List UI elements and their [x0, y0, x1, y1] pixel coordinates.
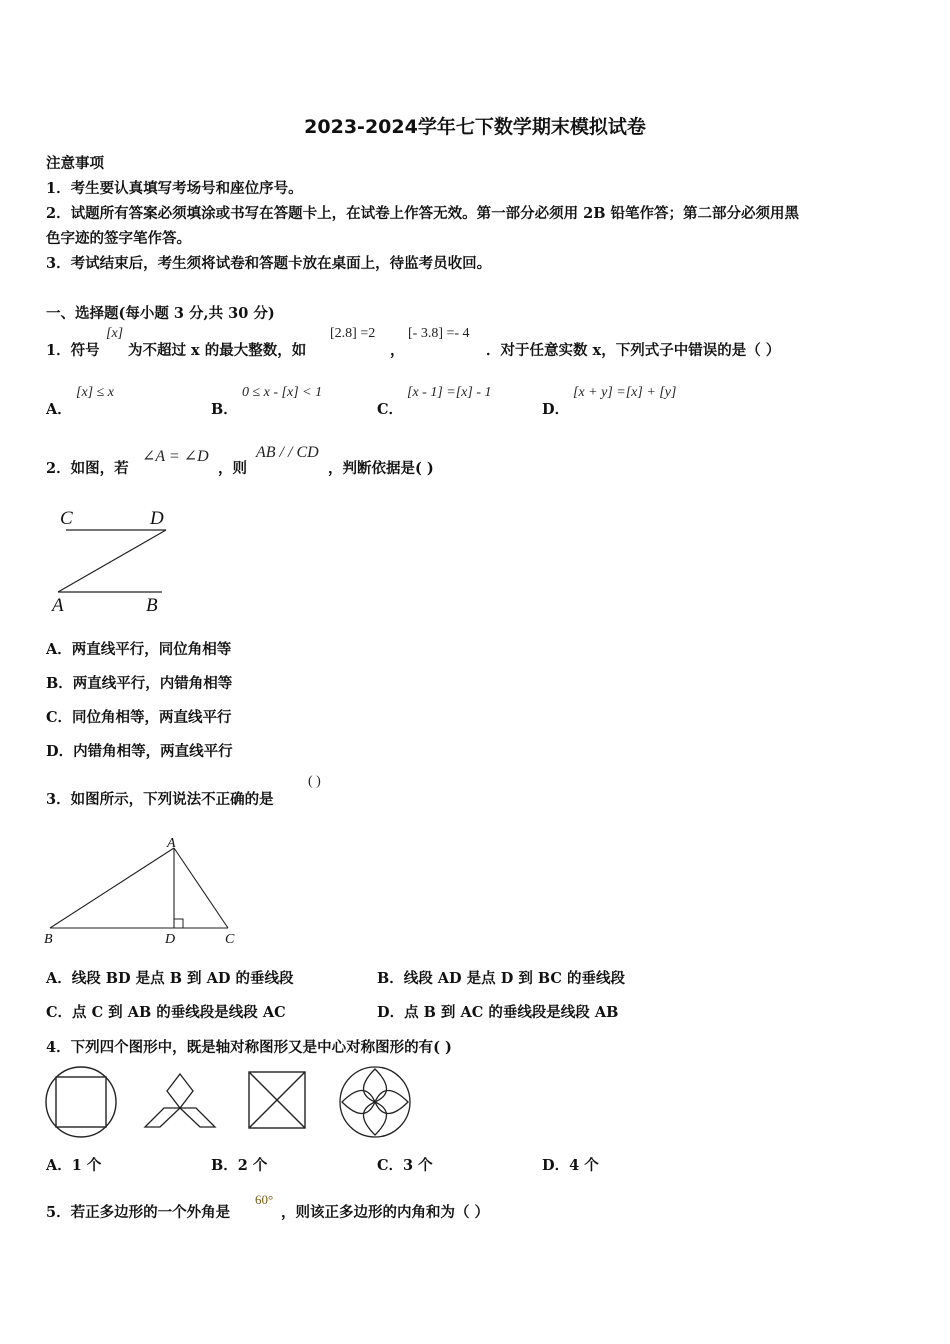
q4-text: 4．下列四个图形中，既是轴对称图形又是中心对称图形的有( ) — [46, 1039, 452, 1056]
q4-option-c[interactable]: C．3 个 — [377, 1157, 433, 1174]
q2-number: 2．如图，若 — [46, 460, 129, 477]
q3-label-b: B — [44, 932, 53, 947]
q4-figure-square-diagonals — [249, 1072, 305, 1128]
q2-text-mid: ，则 — [218, 460, 247, 477]
q1-option-a-label[interactable]: A． — [46, 401, 72, 418]
q1-option-a-math: [x] ≤ x — [76, 385, 115, 400]
q1-option-c-math: [x - 1] =[x] - 1 — [407, 385, 492, 400]
q4-figure-three-rhombi — [145, 1074, 215, 1127]
q3-label-a: A — [167, 836, 176, 851]
notice-item-3: 3．考试结束后，考生须将试卷和答题卡放在桌面上，待监考员收回。 — [46, 255, 492, 272]
q2-text-end: ，判断依据是( ) — [328, 460, 434, 477]
q2-option-c[interactable]: C．同位角相等，两直线平行 — [46, 709, 232, 726]
q2-label-a: A — [52, 595, 64, 616]
q3-option-a[interactable]: A．线段 BD 是点 B 到 AD 的垂线段 — [46, 970, 294, 987]
q2-option-a[interactable]: A．两直线平行，同位角相等 — [46, 641, 232, 658]
q1-option-c-label[interactable]: C． — [377, 401, 404, 418]
q3-paren: ( ) — [308, 774, 321, 789]
q3-option-b[interactable]: B．线段 AD 是点 D 到 BC 的垂线段 — [377, 970, 626, 987]
q2-figure — [46, 502, 186, 617]
q2-label-b: B — [146, 595, 158, 616]
q1-comma: ， — [390, 342, 405, 359]
q1-text-end: ．对于任意实数 x，下列式子中错误的是（ ） — [486, 342, 781, 359]
q1-option-b-math: 0 ≤ x - [x] < 1 — [242, 385, 323, 400]
section-heading: 一、选择题(每小题 3 分,共 30 分) — [46, 305, 275, 322]
q2-label-c: C — [60, 508, 73, 529]
q1-number: 1．符号 — [46, 342, 100, 359]
q1-math-symbol: [x] — [106, 326, 124, 341]
q3-label-c: C — [225, 932, 235, 947]
q4-option-d[interactable]: D．4 个 — [542, 1157, 599, 1174]
q5-math-angle: 60° — [255, 1192, 274, 1207]
q1-option-d-label[interactable]: D． — [542, 401, 570, 418]
q5-text-end: ，则该正多边形的内角和为（ ） — [281, 1204, 490, 1221]
q4-figure-circle-square — [46, 1067, 116, 1137]
q5-text-start: 5．若正多边形的一个外角是 — [46, 1204, 231, 1221]
q3-text: 3．如图所示，下列说法不正确的是 — [46, 791, 274, 808]
q2-option-d[interactable]: D．内错角相等，两直线平行 — [46, 743, 233, 760]
q1-text-mid: 为不超过 x 的最大整数，如 — [128, 342, 307, 359]
q4-option-b[interactable]: B．2 个 — [211, 1157, 268, 1174]
q2-math-angles: ∠A = ∠D — [142, 448, 209, 465]
q1-example-2: [- 3.8] =- 4 — [408, 326, 470, 341]
q2-math-parallel: AB / / CD — [256, 444, 319, 461]
q3-label-d: D — [165, 932, 176, 947]
notice-item-2-line-2: 色字迹的签字笔作答。 — [46, 230, 191, 247]
q3-option-d[interactable]: D．点 B 到 AC 的垂线段是线段 AB — [377, 1004, 619, 1021]
notice-heading: 注意事项 — [46, 155, 104, 172]
q1-option-d-math: [x + y] =[x] + [y] — [573, 385, 677, 400]
q4-figure-circle-petals — [340, 1067, 410, 1137]
page-title: 2023-2024学年七下数学期末模拟试卷 — [304, 116, 646, 138]
q1-option-b-label[interactable]: B． — [211, 401, 238, 418]
notice-item-1: 1．考生要认真填写考场号和座位序号。 — [46, 180, 303, 197]
q2-option-b[interactable]: B．两直线平行，内错角相等 — [46, 675, 233, 692]
q3-option-c[interactable]: C．点 C 到 AB 的垂线段是线段 AC — [46, 1004, 286, 1021]
q4-figures — [40, 1064, 430, 1144]
q2-label-d: D — [150, 508, 164, 529]
q3-figure — [40, 832, 250, 950]
q4-option-a[interactable]: A．1 个 — [46, 1157, 102, 1174]
q1-example-1: [2.8] =2 — [330, 326, 376, 341]
notice-item-2-line-1: 2．试题所有答案必须填涂或书写在答题卡上，在试卷上作答无效。第一部分必须用 2B 铅笔作答；第二部分必须用黑 — [46, 205, 800, 222]
